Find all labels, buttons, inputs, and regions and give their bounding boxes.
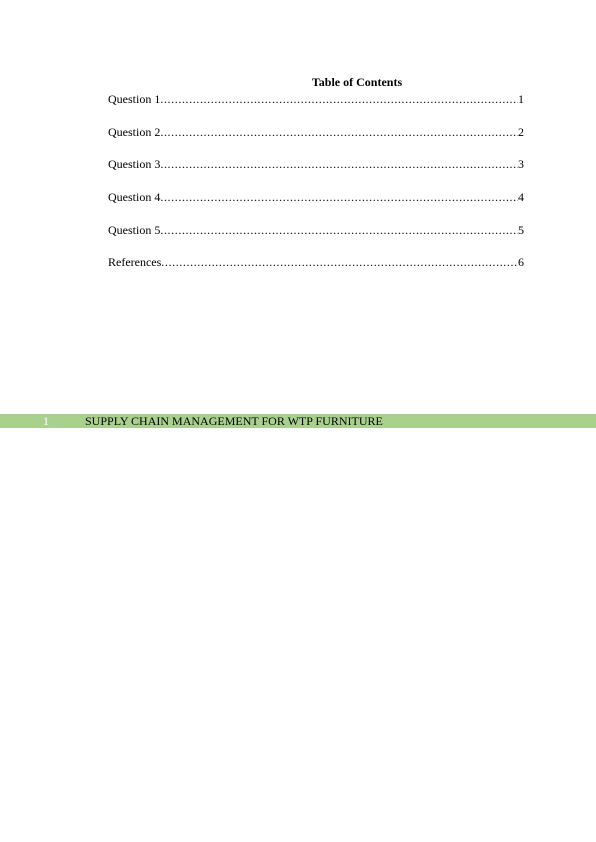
toc-entry-label: Question 4 — [108, 190, 161, 205]
toc-entry-page: 3 — [518, 157, 524, 172]
toc-dot-leader — [160, 125, 518, 139]
toc-dot-leader — [161, 255, 518, 269]
toc-entry-page: 6 — [518, 255, 524, 270]
toc-entry-page: 5 — [518, 222, 524, 237]
toc-dot-leader — [160, 92, 518, 106]
toc-list — [108, 92, 524, 288]
toc-entry-question-3[interactable] — [108, 157, 524, 171]
header-page-number: 1 — [43, 414, 49, 428]
toc-entry-page: 4 — [518, 190, 524, 205]
toc-dot-leader — [160, 157, 518, 171]
toc-entry-label: Question 1 — [108, 92, 161, 106]
toc-entry-page: 2 — [518, 124, 524, 139]
toc-entry-label: Question 5 — [108, 222, 161, 237]
toc-entry-references[interactable] — [108, 255, 524, 269]
header-running-title: SUPPLY CHAIN MANAGEMENT FOR WTP FURNITURE — [85, 414, 383, 428]
toc-entry-question-5[interactable] — [108, 223, 524, 237]
toc-entry-question-2[interactable] — [108, 125, 524, 139]
toc-entry-label: References — [108, 255, 162, 270]
toc-dot-leader — [160, 223, 518, 237]
toc-entry-label: Question 3 — [108, 157, 161, 172]
toc-entry-page: 1 — [518, 92, 524, 106]
toc-entry-question-4[interactable] — [108, 190, 524, 204]
page-header-band — [0, 414, 596, 428]
toc-title: Table of Contents — [311, 75, 403, 89]
toc-entry-question-1[interactable] — [108, 92, 524, 106]
toc-entry-label: Question 2 — [108, 124, 161, 139]
toc-dot-leader — [160, 190, 518, 204]
